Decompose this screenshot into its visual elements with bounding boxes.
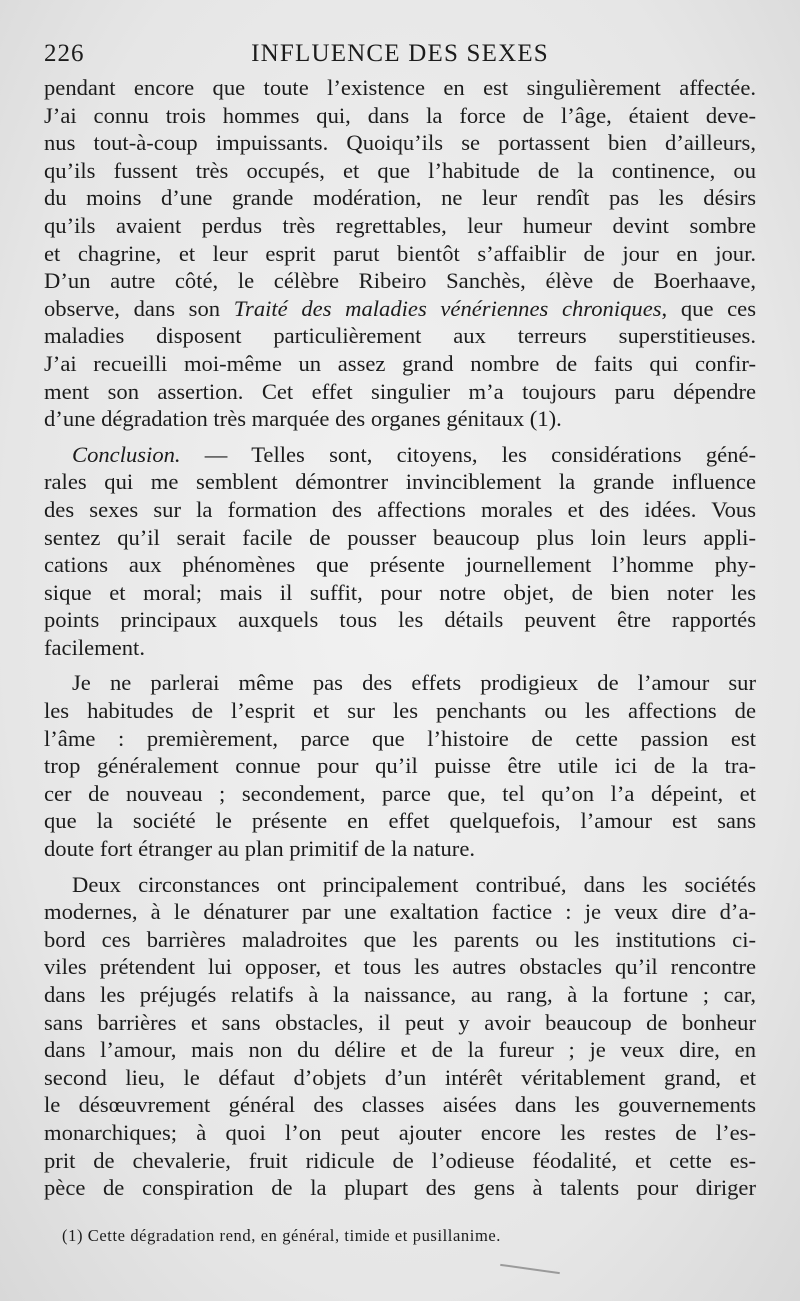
text-line: qu’ils fussent très occupés, et que l’habitude de la continence, ou [44, 157, 756, 183]
text-line: monarchiques; à quoi l’on peut ajouter encore les restes de l’es- [44, 1119, 756, 1145]
text-line: nus tout-à-coup impuissants. Quoiqu’ils se portassent bien d’ailleurs, [44, 130, 756, 156]
text-line: viles prétendent lui opposer, et tous les autres obstacles qu’il rencontre [44, 954, 756, 980]
text-line: modernes, à le dénaturer par une exaltation factice : je veux dire d’a- [44, 899, 756, 925]
text-line: prit de chevalerie, fruit ridicule de l’odieuse féodalité, et cette es- [44, 1147, 756, 1173]
text-line [44, 441, 756, 469]
text-line: sique et moral; mais il suffit, pour notre objet, de bien noter les [44, 579, 756, 605]
text-line: dans l’amour, mais non du délire et de la fureur ; je veux dire, en [44, 1037, 756, 1063]
text-line: facilement. [44, 634, 145, 660]
running-head: INFLUENCE DES SEXES [251, 40, 549, 67]
paragraph-2 [44, 441, 756, 662]
text-line: rales qui me semblent démontrer invinciblement la grande influence [44, 469, 756, 495]
page-number: 226 [44, 40, 85, 67]
text-line: dans les préjugés relatifs à la naissance, au rang, à la fortune ; car, [44, 982, 756, 1007]
text-line [44, 295, 756, 323]
text-line: qu’ils avaient perdus très regrettables, leur humeur devint sombre [44, 212, 756, 238]
paragraph-4 [44, 871, 756, 1202]
text-segment: observe, dans son [44, 295, 234, 321]
text-line: J’ai connu trois hommes qui, dans la force de l’âge, étaient deve- [44, 102, 756, 128]
text-line: doute fort étranger au plan primitif de la nature. [44, 836, 475, 862]
book-title-italic: Traité des maladies vénériennes chroniques [233, 295, 662, 321]
page-header [44, 38, 756, 72]
text-line: pendant encore que toute l’existence en est singulièrement affectée. [44, 75, 756, 100]
text-line: le désœuvrement général des classes aisées dans les gouvernements [44, 1092, 756, 1118]
footnote-text: Cette dégradation rend, en général, timide et pusillanime. [87, 1226, 502, 1245]
text-line: ment son assertion. Cet effet singulier m’a toujours paru dépendre [44, 378, 756, 404]
ink-smudge [500, 1264, 560, 1274]
footnote-marker: (1) [62, 1226, 84, 1245]
paragraph-1 [44, 74, 756, 433]
text-line: les habitudes de l’esprit et sur les penchants ou les affections de [44, 698, 756, 724]
text-line: d’une dégradation très marquée des organes génitaux (1). [44, 406, 562, 432]
text-segment: , que ces [661, 295, 756, 321]
text-line: l’âme : premièrement, parce que l’histoire de cette passion est [44, 725, 756, 751]
text-line: sentez qu’il serait facile de pousser beaucoup plus loin leurs appli- [44, 524, 756, 550]
text-line: maladies disposent particulièrement aux terreurs superstitieuses. [44, 323, 756, 349]
text-line: points principaux auxquels tous les détails peuvent être rapportés [44, 607, 756, 633]
text-line: et chagrine, et leur esprit parut bientôt s’affaiblir de jour en jour. [44, 240, 756, 266]
paragraph-3 [44, 669, 756, 862]
footnote [62, 1226, 756, 1246]
text-line: trop généralement connue pour qu’il puisse être utile ici de la tra- [44, 753, 756, 779]
text-line: bord ces barrières maladroites que les parents ou les institutions ci- [44, 926, 756, 952]
text-line: cer de nouveau ; secondement, parce que, tel qu’on l’a dépeint, et [44, 780, 756, 806]
text-segment: — Telles sont, citoyens, les considérations géné- [180, 441, 756, 467]
text-line: second lieu, le défaut d’objets d’un intérêt véritablement grand, et [44, 1064, 756, 1090]
text-line: D’un autre côté, le célèbre Ribeiro Sanchès, élève de Boerhaave, [44, 268, 756, 294]
body-text [44, 74, 756, 1210]
text-line: pèce de conspiration de la plupart des gens à talents pour diriger [44, 1175, 756, 1201]
text-line: cations aux phénomènes que présente journellement l’homme phy- [44, 552, 756, 578]
text-line: Deux circonstances ont principalement contribué, dans les sociétés [72, 871, 756, 897]
section-lead-italic: Conclusion. [72, 441, 181, 467]
text-line: Je ne parlerai même pas des effets prodigieux de l’amour sur [72, 670, 756, 696]
text-line: que la société le présente en effet quelquefois, l’amour est sans [44, 808, 756, 834]
text-line: sans barrières et sans obstacles, il peut y avoir beaucoup de bonheur [44, 1009, 756, 1035]
text-line: J’ai recueilli moi-même un assez grand nombre de faits qui confir- [44, 350, 756, 376]
text-line: des sexes sur la formation des affections morales et des idées. Vous [44, 496, 756, 522]
text-line: du moins d’une grande modération, ne leur rendît pas les désirs [44, 185, 756, 211]
